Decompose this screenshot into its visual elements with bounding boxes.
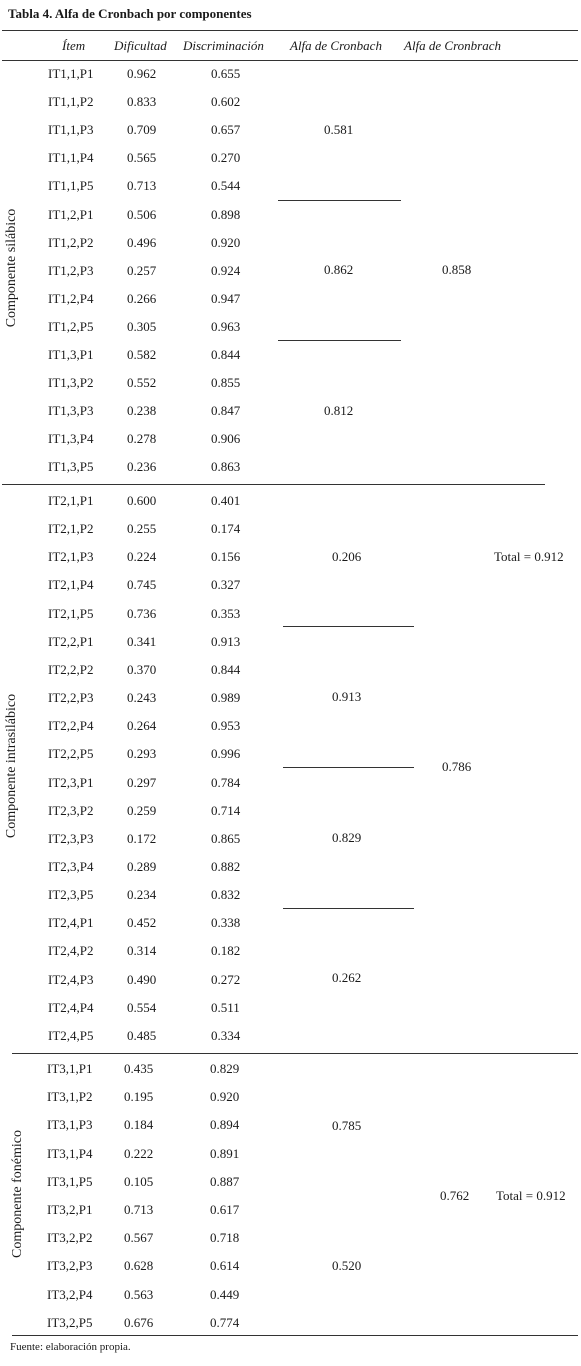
item-cell: IT1,2,P2 — [48, 235, 94, 250]
group-alpha: 0.812 — [324, 403, 354, 418]
header-alfa-cronbach: Alfa de Cronbach — [290, 38, 382, 53]
discriminacion-cell: 0.847 — [211, 403, 241, 418]
discriminacion-cell: 0.270 — [211, 150, 241, 165]
dificultad-cell: 0.565 — [127, 150, 157, 165]
discriminacion-cell: 0.920 — [211, 235, 241, 250]
section-rule-intrasilabico — [12, 1053, 578, 1054]
discriminacion-cell: 0.353 — [211, 606, 241, 621]
discriminacion-cell: 0.863 — [211, 459, 241, 474]
item-cell: IT1,1,P1 — [48, 66, 94, 81]
table-title: Tabla 4. Alfa de Cronbach por componentes — [8, 6, 252, 21]
dificultad-cell: 0.435 — [124, 1061, 154, 1076]
dificultad-cell: 0.713 — [127, 178, 157, 193]
item-cell: IT2,4,P4 — [48, 1000, 94, 1015]
dificultad-cell: 0.370 — [127, 662, 157, 677]
item-cell: IT3,2,P4 — [47, 1287, 93, 1302]
discriminacion-cell: 0.655 — [211, 66, 241, 81]
dificultad-cell: 0.496 — [127, 235, 157, 250]
discriminacion-cell: 0.882 — [211, 859, 241, 874]
item-cell: IT3,2,P1 — [47, 1202, 93, 1217]
dificultad-cell: 0.745 — [127, 577, 157, 592]
item-cell: IT2,1,P5 — [48, 606, 94, 621]
dificultad-cell: 0.259 — [127, 803, 157, 818]
dificultad-cell: 0.257 — [127, 263, 157, 278]
item-cell: IT2,2,P1 — [48, 634, 94, 649]
dificultad-cell: 0.506 — [127, 207, 157, 222]
item-cell: IT3,1,P3 — [47, 1117, 93, 1132]
item-cell: IT2,2,P3 — [48, 690, 94, 705]
discriminacion-cell: 0.844 — [211, 662, 241, 677]
discriminacion-cell: 0.832 — [211, 887, 241, 902]
item-cell: IT2,3,P3 — [48, 831, 94, 846]
discriminacion-cell: 0.614 — [210, 1258, 240, 1273]
dificultad-cell: 0.314 — [127, 943, 157, 958]
dificultad-cell: 0.105 — [124, 1174, 154, 1189]
bottom-rule — [12, 1335, 578, 1336]
discriminacion-cell: 0.894 — [210, 1117, 240, 1132]
discriminacion-cell: 0.887 — [210, 1174, 240, 1189]
discriminacion-cell: 0.906 — [211, 431, 241, 446]
discriminacion-cell: 0.156 — [211, 549, 241, 564]
item-cell: IT1,3,P4 — [48, 431, 94, 446]
component-label-silabico: Componente silábico — [4, 208, 19, 328]
discriminacion-cell: 0.327 — [211, 577, 241, 592]
group-alpha: 0.785 — [332, 1118, 362, 1133]
item-cell: IT2,4,P5 — [48, 1028, 94, 1043]
discriminacion-cell: 0.920 — [210, 1089, 240, 1104]
discriminacion-cell: 0.855 — [211, 375, 241, 390]
item-cell: IT1,2,P1 — [48, 207, 94, 222]
item-cell: IT3,2,P5 — [47, 1315, 93, 1330]
group-divider — [283, 908, 414, 909]
total-value: Total = 0.912 — [496, 1188, 566, 1203]
discriminacion-cell: 0.953 — [211, 718, 241, 733]
item-cell: IT1,3,P1 — [48, 347, 94, 362]
item-cell: IT2,1,P2 — [48, 521, 94, 536]
discriminacion-cell: 0.182 — [211, 943, 241, 958]
dificultad-cell: 0.297 — [127, 775, 157, 790]
dificultad-cell: 0.341 — [127, 634, 157, 649]
item-cell: IT2,4,P2 — [48, 943, 94, 958]
source-note: Fuente: elaboración propia. — [10, 1341, 131, 1353]
discriminacion-cell: 0.657 — [211, 122, 241, 137]
dificultad-cell: 0.567 — [124, 1230, 154, 1245]
dificultad-cell: 0.224 — [127, 549, 157, 564]
discriminacion-cell: 0.544 — [211, 178, 241, 193]
item-cell: IT2,3,P1 — [48, 775, 94, 790]
dificultad-cell: 0.236 — [127, 459, 157, 474]
header-alfa-cronbrach: Alfa de Cronbrach — [404, 38, 502, 53]
header-item: Ítem — [62, 38, 86, 53]
discriminacion-cell: 0.602 — [211, 94, 241, 109]
discriminacion-cell: 0.617 — [210, 1202, 240, 1217]
group-divider — [283, 626, 414, 627]
discriminacion-cell: 0.774 — [210, 1315, 240, 1330]
dificultad-cell: 0.264 — [127, 718, 157, 733]
item-cell: IT2,3,P4 — [48, 859, 94, 874]
dificultad-cell: 0.278 — [127, 431, 157, 446]
dificultad-cell: 0.490 — [127, 972, 157, 987]
dificultad-cell: 0.962 — [127, 66, 157, 81]
dificultad-cell: 0.552 — [127, 375, 157, 390]
dificultad-cell: 0.628 — [124, 1258, 154, 1273]
discriminacion-cell: 0.718 — [210, 1230, 240, 1245]
discriminacion-cell: 0.989 — [211, 690, 241, 705]
discriminacion-cell: 0.401 — [211, 493, 241, 508]
item-cell: IT3,1,P4 — [47, 1146, 93, 1161]
item-cell: IT1,1,P2 — [48, 94, 94, 109]
total-value: Total = 0.912 — [494, 549, 564, 564]
component-label-intrasilabico: Componente intrasilábico — [4, 693, 19, 839]
group-alpha: 0.206 — [332, 549, 362, 564]
component-alpha: 0.762 — [440, 1188, 470, 1203]
item-cell: IT2,4,P3 — [48, 972, 94, 987]
dificultad-cell: 0.266 — [127, 291, 157, 306]
discriminacion-cell: 0.844 — [211, 347, 241, 362]
dificultad-cell: 0.195 — [124, 1089, 154, 1104]
dificultad-cell: 0.238 — [127, 403, 157, 418]
discriminacion-cell: 0.784 — [211, 775, 241, 790]
item-cell: IT2,2,P4 — [48, 718, 94, 733]
dificultad-cell: 0.243 — [127, 690, 157, 705]
dificultad-cell: 0.600 — [127, 493, 157, 508]
dificultad-cell: 0.554 — [127, 1000, 157, 1015]
dificultad-cell: 0.452 — [127, 915, 157, 930]
discriminacion-cell: 0.924 — [211, 263, 241, 278]
discriminacion-cell: 0.714 — [211, 803, 241, 818]
component-alpha: 0.786 — [442, 759, 472, 774]
item-cell: IT2,2,P2 — [48, 662, 94, 677]
item-cell: IT2,2,P5 — [48, 746, 94, 761]
group-alpha: 0.862 — [324, 262, 354, 277]
header-dificultad: Dificultad — [114, 38, 167, 53]
discriminacion-cell: 0.891 — [210, 1146, 240, 1161]
dificultad-cell: 0.713 — [124, 1202, 154, 1217]
dificultad-cell: 0.833 — [127, 94, 157, 109]
component-label-fonemico: Componente fonémico — [10, 1130, 25, 1258]
discriminacion-cell: 0.963 — [211, 319, 241, 334]
item-cell: IT1,3,P2 — [48, 375, 94, 390]
item-cell: IT1,1,P4 — [48, 150, 94, 165]
dificultad-cell: 0.293 — [127, 746, 157, 761]
header-rule — [2, 60, 578, 61]
dificultad-cell: 0.485 — [127, 1028, 157, 1043]
item-cell: IT3,2,P2 — [47, 1230, 93, 1245]
item-cell: IT1,3,P3 — [48, 403, 94, 418]
group-divider — [283, 767, 414, 768]
item-cell: IT1,3,P5 — [48, 459, 94, 474]
discriminacion-cell: 0.334 — [211, 1028, 241, 1043]
component-alpha: 0.858 — [442, 262, 472, 277]
dificultad-cell: 0.676 — [124, 1315, 154, 1330]
item-cell: IT3,1,P1 — [47, 1061, 93, 1076]
discriminacion-cell: 0.338 — [211, 915, 241, 930]
header-discriminacion: Discriminación — [183, 38, 264, 53]
dificultad-cell: 0.289 — [127, 859, 157, 874]
section-rule-silabico — [2, 484, 545, 485]
discriminacion-cell: 0.829 — [210, 1061, 240, 1076]
discriminacion-cell: 0.947 — [211, 291, 241, 306]
dificultad-cell: 0.582 — [127, 347, 157, 362]
group-alpha: 0.520 — [332, 1258, 362, 1273]
group-alpha: 0.829 — [332, 830, 362, 845]
dificultad-cell: 0.255 — [127, 521, 157, 536]
discriminacion-cell: 0.174 — [211, 521, 241, 536]
dificultad-cell: 0.736 — [127, 606, 157, 621]
item-cell: IT2,1,P4 — [48, 577, 94, 592]
item-cell: IT3,1,P2 — [47, 1089, 93, 1104]
item-cell: IT1,2,P4 — [48, 291, 94, 306]
group-divider — [278, 340, 401, 341]
item-cell: IT1,1,P5 — [48, 178, 94, 193]
group-alpha: 0.913 — [332, 689, 362, 704]
item-cell: IT1,1,P3 — [48, 122, 94, 137]
discriminacion-cell: 0.913 — [211, 634, 241, 649]
discriminacion-cell: 0.996 — [211, 746, 241, 761]
discriminacion-cell: 0.511 — [211, 1000, 240, 1015]
discriminacion-cell: 0.449 — [210, 1287, 240, 1302]
item-cell: IT2,3,P5 — [48, 887, 94, 902]
discriminacion-cell: 0.898 — [211, 207, 241, 222]
item-cell: IT3,1,P5 — [47, 1174, 93, 1189]
dificultad-cell: 0.222 — [124, 1146, 154, 1161]
item-cell: IT1,2,P3 — [48, 263, 94, 278]
top-rule — [2, 30, 578, 31]
dificultad-cell: 0.234 — [127, 887, 157, 902]
group-divider — [278, 200, 401, 201]
dificultad-cell: 0.305 — [127, 319, 157, 334]
group-alpha: 0.262 — [332, 970, 362, 985]
discriminacion-cell: 0.865 — [211, 831, 241, 846]
dificultad-cell: 0.563 — [124, 1287, 154, 1302]
item-cell: IT3,2,P3 — [47, 1258, 93, 1273]
item-cell: IT1,2,P5 — [48, 319, 94, 334]
discriminacion-cell: 0.272 — [211, 972, 241, 987]
item-cell: IT2,1,P3 — [48, 549, 94, 564]
dificultad-cell: 0.172 — [127, 831, 157, 846]
item-cell: IT2,1,P1 — [48, 493, 94, 508]
item-cell: IT2,3,P2 — [48, 803, 94, 818]
dificultad-cell: 0.709 — [127, 122, 157, 137]
dificultad-cell: 0.184 — [124, 1117, 154, 1132]
item-cell: IT2,4,P1 — [48, 915, 94, 930]
group-alpha: 0.581 — [324, 122, 354, 137]
